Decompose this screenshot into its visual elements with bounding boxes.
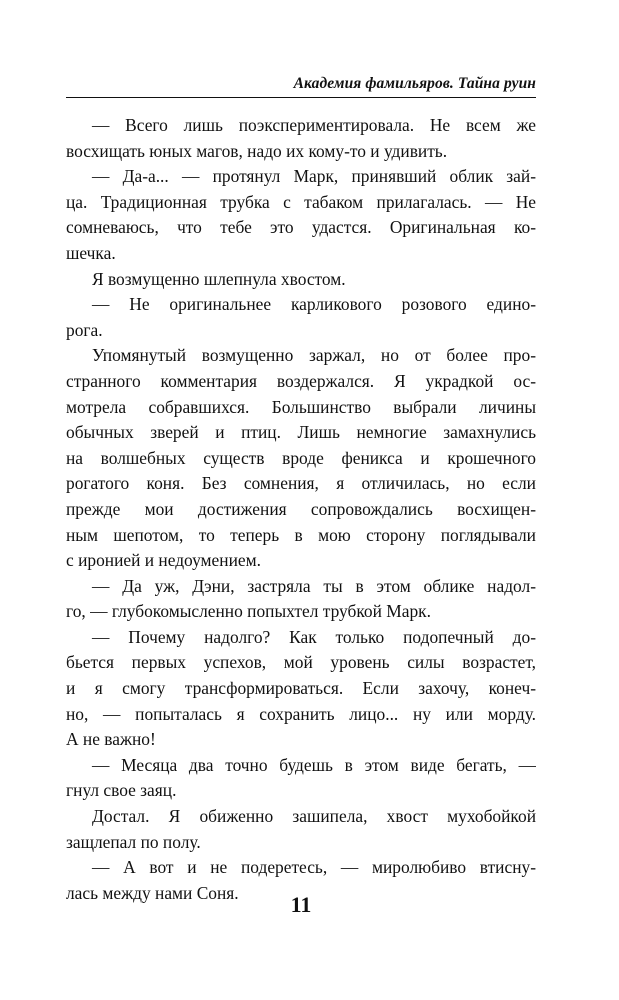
text-line: защлепал по полу. [66, 831, 201, 852]
text-line: восхищать юных магов, надо их кому-то и удивить. [66, 140, 448, 161]
text-line: — Да-а... — протянул Марк, принявший облик зай- [92, 166, 536, 187]
text-line: Я возмущенно шлепнула хвостом. [92, 268, 346, 289]
text-line: гнул свое заяц. [66, 780, 177, 801]
text-line: — А вот и не подеретесь, — миролюбиво втисну- [92, 857, 536, 878]
text-line: — Почему надолго? Как только подопечный до- [92, 626, 536, 647]
text-line: бьется первых успехов, мой уровень силы возрастет, [66, 652, 536, 673]
text-line: ца. Традиционная трубка с табаком прилагалась. — Не [66, 191, 536, 212]
text-line: странного комментария воздержался. Я украдкой ос- [66, 370, 536, 391]
text-line: — Месяца два точно будешь в этом виде бегать, — [92, 754, 536, 775]
text-line: рогатого коня. Без сомнения, я отличилась, но если [66, 473, 536, 494]
text-line: рога. [66, 319, 103, 340]
text-line: Упомянутый возмущенно заржал, но от более про- [92, 345, 536, 366]
text-line: с иронией и недоумением. [66, 550, 261, 571]
text-line: на волшебных существ вроде феникса и крошечного [66, 447, 536, 468]
text-line: и я смогу трансформироваться. Если захочу, конеч- [66, 678, 536, 699]
running-head: Академия фамильяров. Тайна руин [293, 75, 536, 92]
body-text [66, 113, 536, 906]
text-line: мотрела собравшихся. Большинство выбрали личины [66, 396, 536, 417]
text-line: — Всего лишь поэкспериментировала. Не всем же [92, 115, 536, 135]
text-line: — Не оригинальнее карликового розового едино- [92, 294, 536, 315]
text-line: ным шепотом, то теперь в мою сторону поглядывали [66, 524, 536, 545]
text-line: лась между нами Соня. [66, 882, 239, 903]
text-line: сомневаюсь, что тебе это удастся. Оригинальная ко- [66, 217, 536, 238]
text-line: но, — попыталась я сохранить лицо... ну или морду. [66, 703, 536, 724]
text-line: шечка. [66, 242, 116, 263]
text-line: Достал. Я обиженно зашипела, хвост мухобойкой [92, 806, 536, 827]
text-line: го, — глубокомысленно попыхтел трубкой Марк. [66, 601, 431, 622]
text-line: — Да уж, Дэни, застряла ты в этом облике надол- [92, 575, 536, 596]
text-line: А не важно! [66, 729, 156, 750]
page-number: 11 [290, 892, 312, 917]
text-line: прежде мои достижения сопровождались восхищен- [66, 498, 536, 519]
header-rule [66, 97, 536, 98]
text-line: обычных зверей и птиц. Лишь немногие замахнулись [66, 422, 536, 443]
